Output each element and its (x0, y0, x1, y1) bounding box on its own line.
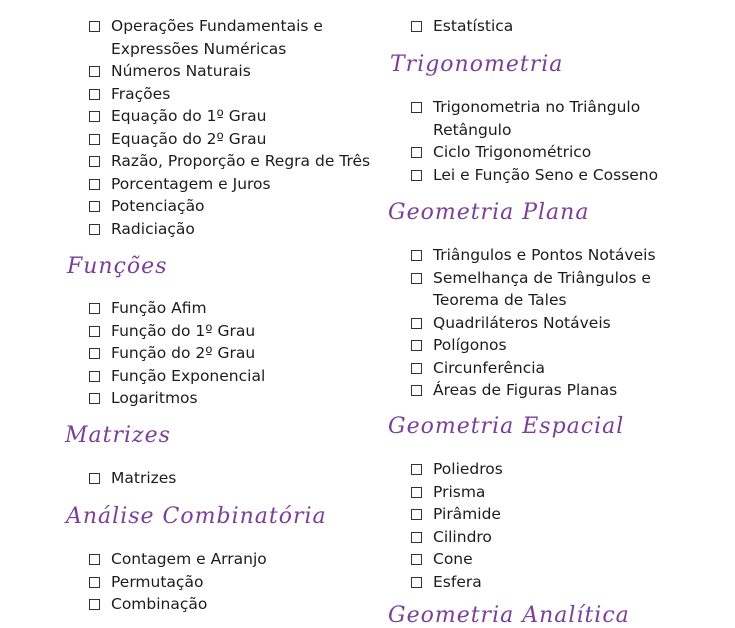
checkbox[interactable] (89, 348, 100, 359)
checkbox[interactable] (411, 532, 422, 543)
checkbox[interactable] (411, 250, 422, 261)
analise-list (89, 548, 267, 616)
checkbox[interactable] (89, 554, 100, 565)
checkbox[interactable] (411, 363, 422, 374)
funcoes-list (89, 297, 265, 410)
section-heading-trigonometria: Trigonometria (390, 52, 564, 77)
checkbox[interactable] (89, 201, 100, 212)
list-item: Logaritmos (89, 387, 265, 410)
list-item: Permutação (89, 571, 267, 594)
checkbox[interactable] (411, 487, 422, 498)
checkbox[interactable] (411, 509, 422, 520)
checkbox[interactable] (411, 102, 422, 113)
list-item: Cone (411, 548, 503, 571)
section-heading-analise: Análise Combinatória (66, 504, 327, 529)
geometria-espacial-list (411, 458, 503, 593)
checkbox[interactable] (411, 170, 422, 181)
list-item: Função Afim (89, 297, 265, 320)
estatistica-list (411, 15, 513, 38)
list-item: Polígonos (411, 334, 656, 357)
section-heading-funcoes: Funções (67, 254, 168, 279)
checkbox[interactable] (89, 224, 100, 235)
checkbox[interactable] (411, 340, 422, 351)
checkbox[interactable] (411, 318, 422, 329)
list-item: Frações (89, 83, 370, 106)
list-item: Números Naturais (89, 60, 370, 83)
section-heading-geometria-espacial: Geometria Espacial (388, 414, 625, 439)
checkbox[interactable] (89, 89, 100, 100)
checkbox[interactable] (89, 371, 100, 382)
checkbox[interactable] (89, 393, 100, 404)
arithmetic-list (89, 15, 370, 240)
checkbox[interactable] (411, 385, 422, 396)
list-item: Radiciação (89, 218, 370, 241)
list-item: Função do 2º Grau (89, 342, 265, 365)
list-item: Combinação (89, 593, 267, 616)
list-item: Função Exponencial (89, 365, 265, 388)
checkbox[interactable] (89, 134, 100, 145)
checkbox[interactable] (89, 303, 100, 314)
list-item: Ciclo Trigonométrico (411, 141, 658, 164)
checkbox[interactable] (411, 577, 422, 588)
list-item: Quadriláteros Notáveis (411, 312, 656, 335)
list-item: Cilindro (411, 526, 503, 549)
checkbox[interactable] (411, 273, 422, 284)
checkbox[interactable] (89, 179, 100, 190)
list-item: Trigonometria no Triângulo Retângulo (411, 96, 658, 141)
list-item: Função do 1º Grau (89, 320, 265, 343)
list-item: Porcentagem e Juros (89, 173, 370, 196)
list-item: Esfera (411, 571, 503, 594)
checkbox[interactable] (411, 147, 422, 158)
list-item: Razão, Proporção e Regra de Três (89, 150, 370, 173)
checkbox[interactable] (89, 473, 100, 484)
list-item: Equação do 2º Grau (89, 128, 370, 151)
list-item: Matrizes (89, 467, 176, 490)
trigonometria-list (411, 96, 658, 186)
geometria-plana-list (411, 244, 656, 402)
list-item: Triângulos e Pontos Notáveis (411, 244, 656, 267)
checkbox[interactable] (89, 111, 100, 122)
list-item: Lei e Função Seno e Cosseno (411, 164, 658, 187)
checkbox[interactable] (411, 554, 422, 565)
checkbox[interactable] (89, 156, 100, 167)
checkbox[interactable] (89, 577, 100, 588)
section-heading-geometria-analitica: Geometria Analítica (388, 603, 630, 628)
list-item: Semelhança de Triângulos e Teorema de Tales (411, 267, 656, 312)
checkbox[interactable] (89, 326, 100, 337)
list-item: Circunferência (411, 357, 656, 380)
list-item: Potenciação (89, 195, 370, 218)
matrizes-list (89, 467, 176, 490)
checkbox[interactable] (89, 21, 100, 32)
list-item: Pirâmide (411, 503, 503, 526)
checkbox[interactable] (89, 599, 100, 610)
list-item: Operações Fundamentais e Expressões Numéricas (89, 15, 370, 60)
section-heading-matrizes: Matrizes (65, 423, 171, 448)
checkbox[interactable] (411, 464, 422, 475)
checkbox[interactable] (89, 66, 100, 77)
list-item: Estatística (411, 15, 513, 38)
list-item: Contagem e Arranjo (89, 548, 267, 571)
checkbox[interactable] (411, 21, 422, 32)
list-item: Equação do 1º Grau (89, 105, 370, 128)
section-heading-geometria-plana: Geometria Plana (388, 200, 590, 225)
list-item: Prisma (411, 481, 503, 504)
list-item: Áreas de Figuras Planas (411, 379, 656, 402)
list-item: Poliedros (411, 458, 503, 481)
